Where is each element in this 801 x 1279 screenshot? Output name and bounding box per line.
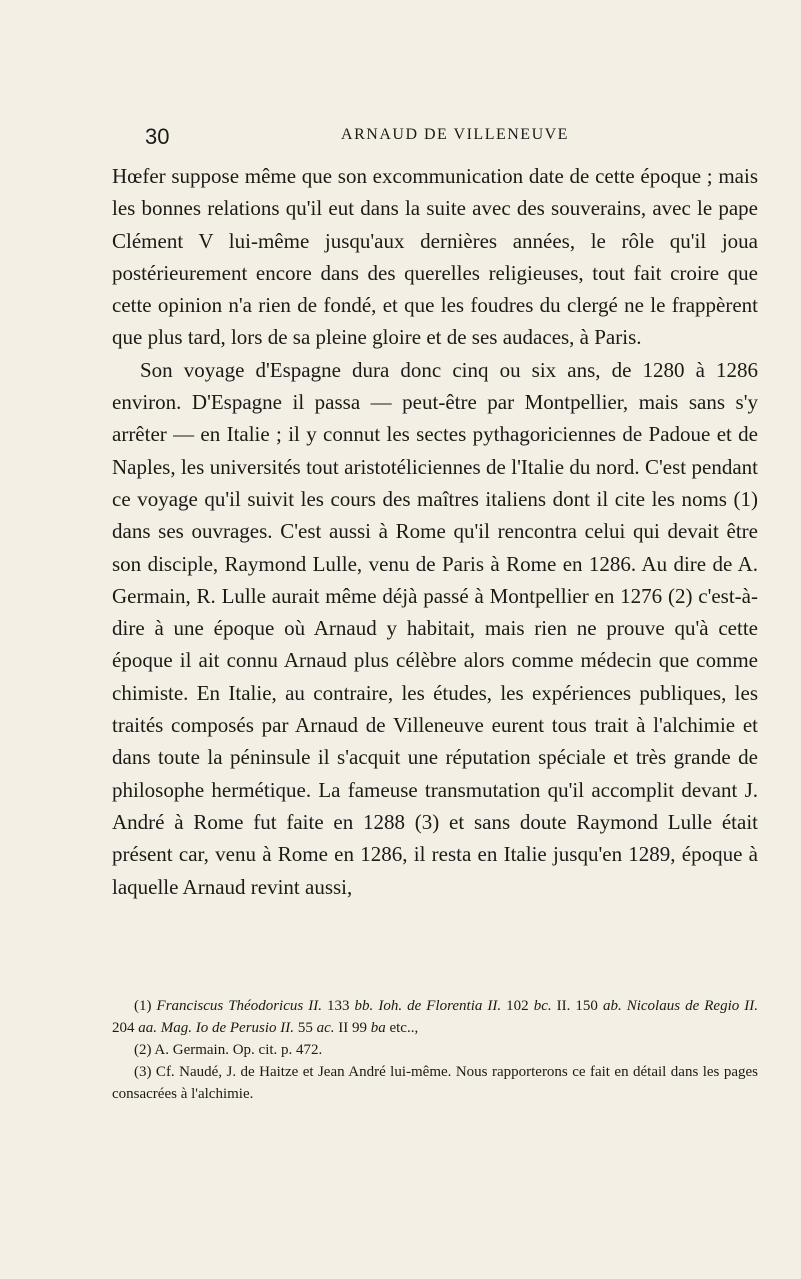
footnote-2: (2) A. Germain. Op. cit. p. 472. [134, 1042, 323, 1058]
footnote-3: (3) Cf. Naudé, J. de Haitze et Jean André lui-même. Nous rapporterons ce fait en détail dans les pages consacrées à l'alchimie. [112, 1064, 758, 1102]
page-number: 30 [145, 124, 170, 149]
body-text [112, 160, 758, 903]
paragraph-2: Son voyage d'Espagne dura donc cinq ou six ans, de 1280 à 1286 environ. D'Espagne il passa — peut-être par Montpellier, mais sans s'y arrêter — en Italie ; il y connut les sectes pythagoriciennes de Padoue et de Naples, les universités tout aristotéliciennes de l'Italie du nord. C'est pendant ce voyage qu'il suivit les cours des maîtres italiens dont il cite les noms (1) dans ses ouvrages. C'est aussi à Rome qu'il rencontra celui qui devait être son disciple, Raymond Lulle, venu de Paris à Rome en 1286. Au dire de A. Germain, R. Lulle aurait même déjà passé à Montpellier en 1276 (2) c'est-à-dire à une époque où Arnaud y habitait, mais rien ne prouve qu'à cette époque il ait connu Arnaud plus célèbre alors comme médecin que comme chimiste. En Italie, au contraire, les études, les expériences publiques, les traités composés par Arnaud de Villeneuve eurent tous trait à l'alchimie et dans toute la péninsule il s'acquit une réputation spéciale et très grande de philosophe hermétique. La fameuse transmutation qu'il accomplit devant J. André à Rome fut faite en 1288 (3) et sans doute Raymond Lulle était présent car, venu à Rome en 1286, il resta en Italie jusqu'en 1289, époque à laquelle Arnaud revint aussi, [112, 357, 758, 899]
footnote-1: (1) Franciscus Théodoricus II. 133 bb. Ioh. de Florentia II. 102 bc. II. 150 ab. Nicolaus de Regio II. 204 aa. Mag. Io de Perusio II. 55 ac. II 99 ba etc.., [112, 998, 759, 1036]
running-head: ARNAUD DE VILLENEUVE [341, 126, 569, 143]
page-header [145, 122, 765, 152]
footnotes [112, 995, 758, 1105]
paragraph-1: Hœfer suppose même que son excommunication date de cette époque ; mais les bonnes relations qu'il eut dans la suite avec des souverains, avec le pape Clément V lui-même jusqu'aux dernières années, le rôle qu'il joua postérieurement encore dans des querelles religieuses, tout fait croire que cette opinion n'a rien de fondé, et que les foudres du clergé ne le frappèrent que plus tard, lors de sa pleine gloire et de ses audaces, à Paris. [112, 164, 758, 350]
